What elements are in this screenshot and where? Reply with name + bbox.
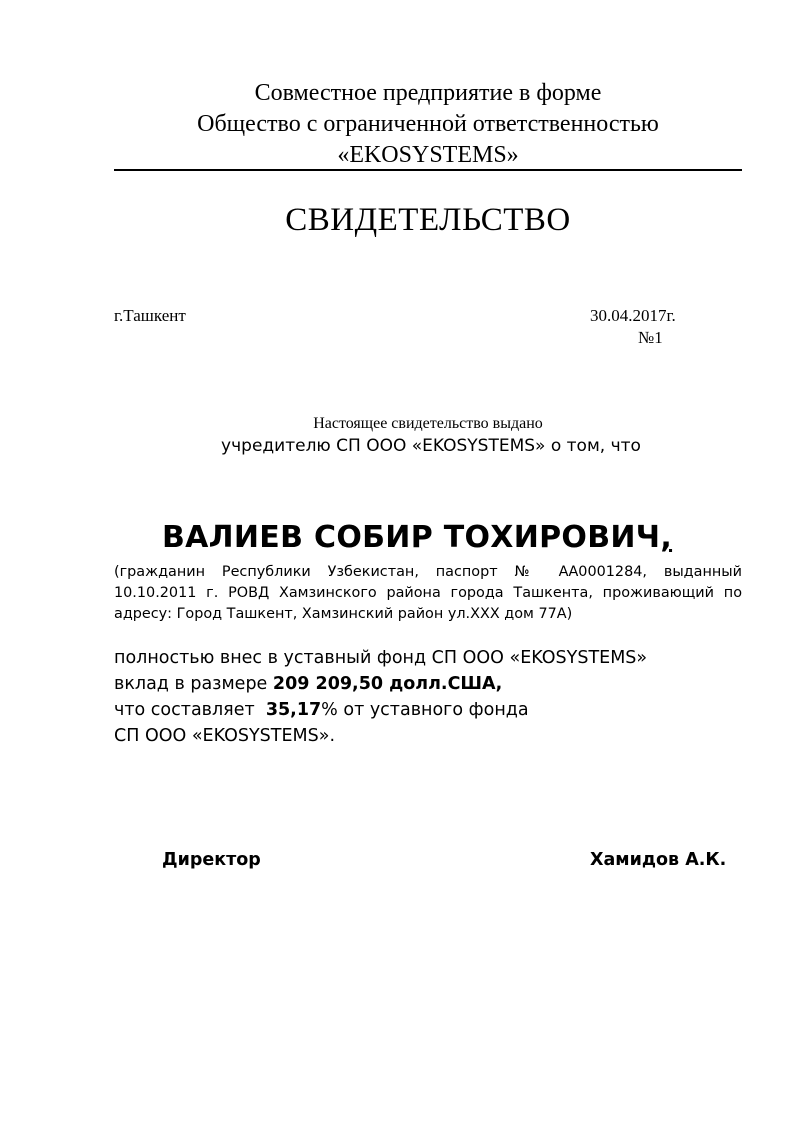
percent-suffix: % от уставного фонда [321, 700, 529, 720]
contribution-paragraph [114, 645, 647, 749]
issue-date: 30.04.2017г. [590, 306, 676, 325]
header-line-2: Общество с ограниченной ответственностью [197, 111, 659, 137]
holder-details: (гражданин Республики Узбекистан, паспорт № АА0001284, выданный 10.10.2011 г. РОВД Хамзинского района города Ташкента, проживающий по адресу: Город Ташкент, Хамзинский район ул.XXX дом 77А) [114, 564, 742, 622]
contribution-line-3 [114, 697, 647, 723]
header-line-3: «EKOSYSTEMS» [337, 142, 519, 168]
header-divider [114, 169, 742, 171]
contribution-line-2 [114, 671, 647, 697]
amount-prefix: вклад в размере [114, 674, 273, 694]
percent-prefix: что составляет [114, 700, 261, 720]
contribution-line-4: СП ООО «EKOSYSTEMS». [114, 726, 336, 746]
contribution-percent: 35,17 [265, 700, 322, 720]
company-header [114, 78, 742, 171]
document-title: СВИДЕТЕЛЬСТВО [285, 202, 571, 238]
signer-name: Хамидов А.К. [590, 850, 727, 870]
holder-name: ВАЛИЕВ СОБИР ТОХИРОВИЧ [162, 520, 661, 555]
signer-position: Директор [162, 850, 261, 870]
holder-name-comma: , [660, 520, 673, 555]
issued-line-2: учредителю СП ООО «EKOSYSTEMS» о том, что [221, 436, 641, 456]
contribution-amount: 209 209,50 долл.США, [272, 674, 503, 694]
holder-name-line [162, 520, 672, 555]
issue-city: г.Ташкент [114, 306, 186, 325]
contribution-line-1: полностью внес в уставный фонд СП ООО «EKOSYSTEMS» [114, 648, 648, 668]
certificate-number: №1 [638, 328, 663, 347]
header-line-1: Совместное предприятие в форме [254, 80, 602, 106]
issued-line-1: Настоящее свидетельство выдано [313, 415, 543, 432]
